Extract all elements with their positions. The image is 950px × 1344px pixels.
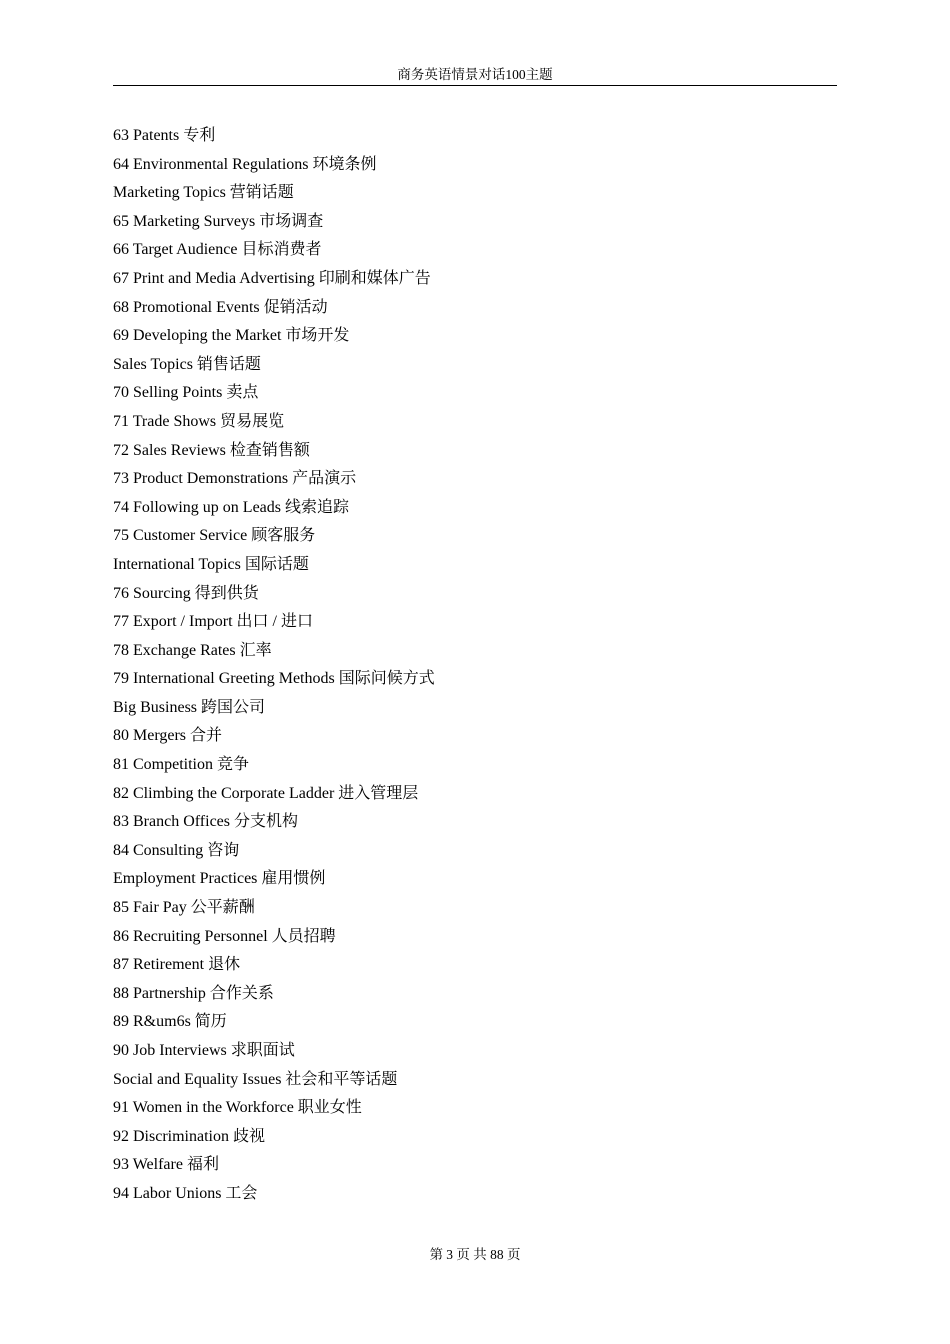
toc-item: 90 Job Interviews 求职面试 <box>113 1042 295 1059</box>
header-divider <box>113 85 837 86</box>
toc-item: 83 Branch Offices 分支机构 <box>113 813 299 831</box>
toc-item: Employment Practices 雇用惯例 <box>113 870 326 888</box>
toc-item: 73 Product Demonstrations 产品演示 <box>113 470 357 488</box>
toc-item: 64 Environmental Regulations 环境条例 <box>113 155 377 173</box>
toc-item: 79 International Greeting Methods 国际问候方式 <box>113 670 435 688</box>
toc-item: 93 Welfare 福利 <box>113 1156 219 1174</box>
toc-item: 75 Customer Service 顾客服务 <box>113 527 316 545</box>
toc-item: International Topics 国际话题 <box>113 555 309 573</box>
toc-item: 84 Consulting 咨询 <box>113 841 240 859</box>
toc-item: 89 R&um6s 简历 <box>113 1013 227 1031</box>
toc-item: 71 Trade Shows 贸易展览 <box>113 412 285 430</box>
page-header: 商务英语情景对话100主题 <box>397 67 553 82</box>
toc-item: 65 Marketing Surveys 市场调查 <box>113 212 324 230</box>
toc-item: 92 Discrimination 歧视 <box>113 1127 265 1145</box>
toc-item: 91 Women in the Workforce 职业女性 <box>113 1099 362 1117</box>
toc-item: 86 Recruiting Personnel 人员招聘 <box>113 927 336 945</box>
toc-list <box>113 122 435 1209</box>
toc-item: 70 Selling Points 卖点 <box>113 384 259 402</box>
toc-item: 94 Labor Unions 工会 <box>113 1184 258 1202</box>
toc-item: 72 Sales Reviews 检查销售额 <box>113 441 310 459</box>
toc-item: 76 Sourcing 得到供货 <box>113 584 259 602</box>
toc-item: 68 Promotional Events 促销活动 <box>113 298 328 316</box>
toc-item: Sales Topics 销售话题 <box>113 355 261 373</box>
toc-item: 77 Export / Import 出口 / 进口 <box>113 613 313 631</box>
toc-item: 80 Mergers 合并 <box>113 727 223 745</box>
page-number: 第 3 页 共 88 页 <box>429 1247 521 1262</box>
toc-item: 78 Exchange Rates 汇率 <box>113 641 272 659</box>
toc-item: 69 Developing the Market 市场开发 <box>113 327 350 345</box>
toc-item: 67 Print and Media Advertising 印刷和媒体广告 <box>113 269 431 287</box>
toc-item: 74 Following up on Leads 线索追踪 <box>113 498 349 516</box>
toc-item: 82 Climbing the Corporate Ladder 进入管理层 <box>113 784 419 802</box>
toc-item: 81 Competition 竞争 <box>113 756 250 774</box>
toc-item: Big Business 跨国公司 <box>113 698 266 716</box>
toc-item: Social and Equality Issues 社会和平等话题 <box>113 1070 398 1088</box>
toc-item: 88 Partnership 合作关系 <box>113 984 274 1002</box>
toc-item: 87 Retirement 退休 <box>113 956 241 974</box>
toc-item: Marketing Topics 营销话题 <box>113 184 294 202</box>
toc-item: 85 Fair Pay 公平薪酬 <box>113 899 255 917</box>
toc-item: 66 Target Audience 目标消费者 <box>113 241 322 259</box>
toc-item: 63 Patents 专利 <box>113 127 216 144</box>
